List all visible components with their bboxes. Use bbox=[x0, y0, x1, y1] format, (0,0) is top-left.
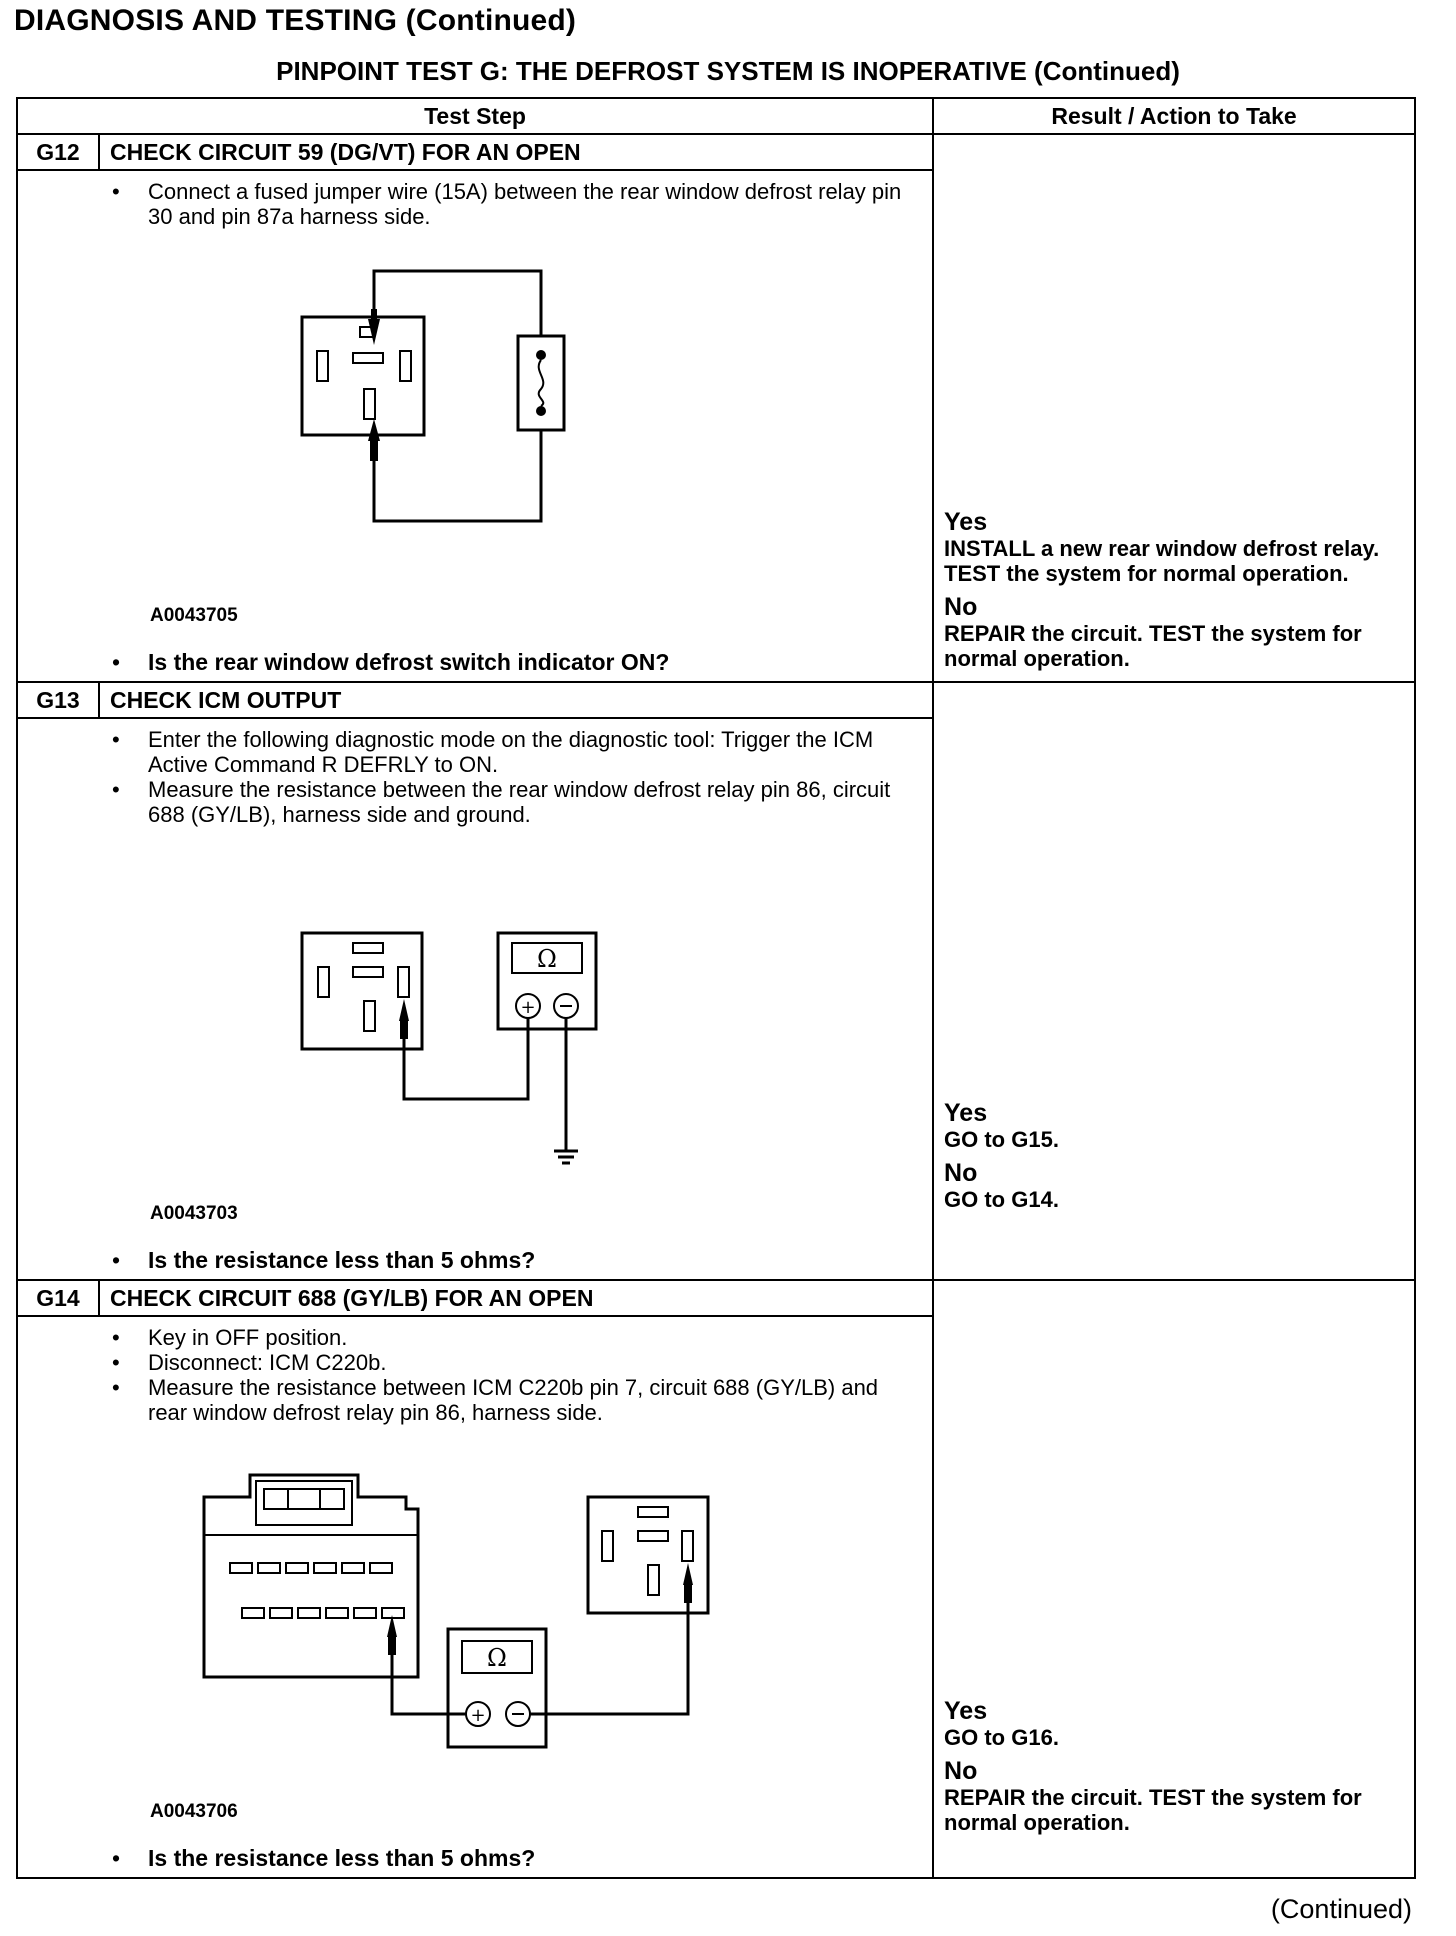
table-header-row bbox=[17, 98, 1415, 134]
probe-tip bbox=[683, 1563, 693, 1585]
result-cell bbox=[933, 134, 1415, 682]
relay-pin-bottom bbox=[364, 389, 375, 419]
probe bbox=[684, 1583, 692, 1603]
instruction-item: • Key in OFF position. bbox=[18, 1325, 932, 1350]
step-body-cell bbox=[17, 1316, 933, 1878]
instruction-item: • Disconnect: ICM C220b. bbox=[18, 1350, 932, 1375]
step-question: • Is the rear window defrost switch indicator ON? bbox=[148, 649, 669, 676]
continued-footer: (Continued) bbox=[1270, 1894, 1412, 1924]
result-no bbox=[944, 1757, 1406, 1835]
yes-action: GO to G15. bbox=[944, 1127, 1059, 1152]
icm-pin-row-bottom bbox=[242, 1608, 404, 1618]
icm-pin-row-top bbox=[230, 1563, 392, 1573]
pinpoint-test-title: PINPOINT TEST G: THE DEFROST SYSTEM IS INOPERATIVE (Continued) bbox=[276, 56, 1180, 86]
step-question: • Is the resistance less than 5 ohms? bbox=[148, 1845, 535, 1872]
yes-label: Yes bbox=[944, 1697, 988, 1725]
probe-bottom bbox=[370, 439, 378, 461]
relay-pin-right bbox=[400, 351, 411, 381]
resistance-to-ground-diagram bbox=[18, 929, 658, 1179]
result-yes bbox=[944, 1697, 1406, 1750]
relay-pin-left bbox=[318, 967, 329, 997]
figure-code: A0043703 bbox=[150, 1203, 238, 1224]
probe-top bbox=[371, 309, 377, 321]
step-id: G12 bbox=[17, 134, 99, 170]
fuse-terminal bbox=[536, 406, 546, 416]
step-question: • Is the resistance less than 5 ohms? bbox=[148, 1247, 535, 1274]
result-yes bbox=[944, 508, 1406, 586]
yes-action: GO to G16. bbox=[944, 1725, 1059, 1750]
result-cell bbox=[933, 1280, 1415, 1878]
icm-connector bbox=[204, 1475, 418, 1677]
instruction-list bbox=[18, 719, 932, 827]
column-header-test-step: Test Step bbox=[17, 98, 933, 134]
step-title: CHECK CIRCUIT 59 (DG/VT) FOR AN OPEN bbox=[99, 134, 933, 170]
step-header-row bbox=[17, 1280, 1415, 1316]
yes-label: Yes bbox=[944, 508, 988, 536]
column-header-result: Result / Action to Take bbox=[933, 98, 1415, 134]
goto-step-link: G14 bbox=[1011, 1187, 1053, 1212]
relay-pin-middle bbox=[353, 967, 383, 977]
step-id: G14 bbox=[17, 1280, 99, 1316]
instruction-item: • Measure the resistance between ICM C220b pin 7, circuit 688 (GY/LB) and rear window defrost relay pin 86, harness side. bbox=[18, 1375, 932, 1425]
no-label: No bbox=[944, 1159, 978, 1187]
probe bbox=[388, 1635, 396, 1655]
instruction-item: • Connect a fused jumper wire (15A) between the rear window defrost relay pin 30 and pin 87a harness side. bbox=[18, 179, 932, 229]
step-id: G13 bbox=[17, 682, 99, 718]
instruction-list bbox=[18, 1317, 932, 1425]
result-cell bbox=[933, 682, 1415, 1280]
result-yes bbox=[944, 1099, 1406, 1152]
page-title: DIAGNOSIS AND TESTING (Continued) bbox=[14, 4, 577, 37]
step-body-cell bbox=[17, 718, 933, 1280]
no-action: GO to G14. bbox=[944, 1187, 1059, 1212]
test-lead-positive bbox=[392, 1655, 466, 1714]
probe bbox=[400, 1019, 408, 1039]
fuse-terminal bbox=[536, 350, 546, 360]
no-label: No bbox=[944, 1757, 978, 1785]
relay-pin-top bbox=[638, 1507, 668, 1517]
relay-pin-bottom bbox=[648, 1565, 659, 1595]
test-lead-negative bbox=[530, 1603, 688, 1714]
relay-pin-top bbox=[353, 943, 383, 953]
ohm-symbol-icon: Ω bbox=[487, 1644, 507, 1672]
probe-tip-bottom bbox=[368, 419, 380, 441]
jumper-wire bbox=[374, 271, 541, 521]
instruction-item: • Enter the following diagnostic mode on the diagnostic tool: Trigger the ICM Active Command R DEFRLY to ON. bbox=[18, 727, 932, 777]
test-step-table bbox=[16, 97, 1416, 1879]
no-action: REPAIR the circuit. TEST the system for normal operation. bbox=[944, 1785, 1362, 1835]
result-no bbox=[944, 1159, 1406, 1212]
step-header-row bbox=[17, 134, 1415, 170]
relay-pin-right bbox=[682, 1531, 693, 1561]
goto-step-link: G16 bbox=[1011, 1725, 1053, 1750]
svg-text:+: + bbox=[520, 997, 536, 1018]
result-no bbox=[944, 593, 1406, 671]
yes-label: Yes bbox=[944, 1099, 988, 1127]
figure-code: A0043705 bbox=[150, 605, 238, 626]
goto-step-link: G15 bbox=[1011, 1127, 1053, 1152]
ground-icon bbox=[554, 1151, 578, 1163]
relay-pin-right bbox=[398, 967, 409, 997]
ohm-symbol-icon: Ω bbox=[537, 945, 557, 973]
instruction-item: • Measure the resistance between the rear window defrost relay pin 86, circuit 688 (GY/LB), harness side and ground. bbox=[18, 777, 932, 827]
probe-tip-top bbox=[368, 319, 380, 345]
relay-pin-left bbox=[317, 351, 328, 381]
step-body-cell bbox=[17, 170, 933, 682]
step-title: CHECK CIRCUIT 688 (GY/LB) FOR AN OPEN bbox=[99, 1280, 933, 1316]
figure-code: A0043706 bbox=[150, 1801, 238, 1822]
relay-pin-top bbox=[353, 353, 383, 363]
svg-text:+: + bbox=[470, 1705, 486, 1726]
no-label: No bbox=[944, 593, 978, 621]
no-action: REPAIR the circuit. TEST the system for normal operation. bbox=[944, 621, 1362, 671]
relay-pin-bottom bbox=[364, 1001, 375, 1031]
step-title: CHECK ICM OUTPUT bbox=[99, 682, 933, 718]
probe-tip bbox=[399, 999, 409, 1021]
fuse-icon bbox=[539, 360, 544, 406]
jumper-wire-diagram bbox=[18, 261, 618, 551]
relay-pin-middle bbox=[638, 1531, 668, 1541]
instruction-list bbox=[18, 171, 932, 229]
yes-action: INSTALL a new rear window defrost relay. TEST the system for normal operation. bbox=[944, 536, 1380, 586]
circuit-open-check-diagram bbox=[18, 1467, 738, 1767]
step-header-row bbox=[17, 682, 1415, 718]
relay-pin-left bbox=[602, 1531, 613, 1561]
